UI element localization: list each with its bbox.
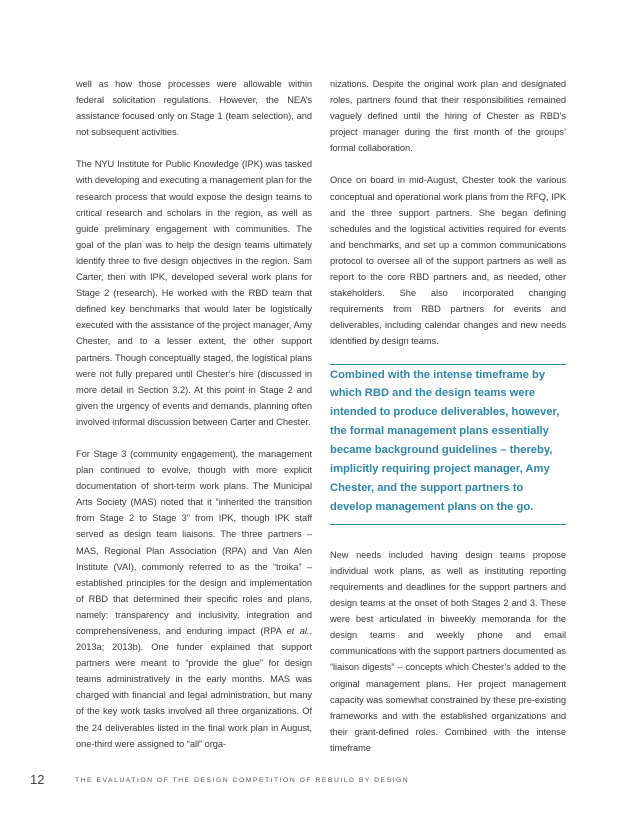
left-paragraph-3-part-b: , 2013a; 2013b). One funder explained that support partners were meant to “provide the glue” for design teams administratively in the early months. MAS was charged with financial and legal administration, but many of the key work tasks involved all three organizations. Of the 24 deliverables listed in the final work plan in August, one-third were assigned to “all” orga- [76, 626, 312, 749]
page-number: 12 [30, 772, 45, 787]
right-column [330, 76, 566, 756]
right-paragraph-1: nizations. Despite the original work plan and designated roles, partners found that their responsibilities remained vaguely defined until the hiring of Chester as RBD’s project manager during the first month of the groups’ formal collaboration. [330, 79, 566, 154]
left-paragraph-1: well as how those processes were allowable within federal solicitation regulations. However, the NEA’s assistance focused only on Stage 1 (team selection), and not subsequent activities. [76, 79, 312, 138]
running-footer-title: THE EVALUATION OF THE DESIGN COMPETITION OF REBUILD BY DESIGN [75, 777, 410, 784]
right-paragraph-2: Once on board in mid-August, Chester took the various conceptual and operational work plans from the RFQ, IPK and the three support partners. She began defining schedules and the logistical activities required for events and benchmarks, and set up a common communications protocol to oversee all of the support partners as well as report to the core RBD partners and, as needed, other stakeholders. She also incorporated changing requirements from RBD partners for events and deliverables, including calendar changes and new needs identified by design teams. [330, 175, 566, 347]
left-column [76, 76, 312, 752]
pull-quote: Combined with the intense timeframe by which RBD and the design teams were intended to produce deliverables, however, the formal management plans essentially became background guidelines – thereby, implicitly requiring project manager, Amy Chester, and the support partners to develop management plans on the go. [330, 368, 560, 513]
right-paragraph-3: New needs included having design teams propose individual work plans, as well as instituting reporting requirements and deadlines for the support partners and design teams at the onset of both Stages 2 and 3. These were best articulated in biweekly memoranda for the design teams and weekly phone and email communications with the support partners documented as “liaison digests” – concepts which Chester’s added to the original management plans. Her project management capacity was somewhat constrained by these pre-existing frameworks and with the established organizations and their grant-defined roles. Combined with the intense timeframe [330, 549, 566, 753]
left-paragraph-3 [76, 446, 312, 752]
left-paragraph-3-part-a: For Stage 3 (community engagement), the management plan continued to evolve, though with more explicit documentation of short-term work plans. The Municipal Arts Society (MAS) noted that it “inherited the transition from Stage 2 to Stage 3” from IPK, though IPK staff served as design team liaisons. The three partners – MAS, Regional Plan Association (RPA) and Van Alen Institute (VAI), commonly referred to as the “troika” – established principles for the design and implementation of RBD that determined their specific roles and plans, namely: transparency and inclusivity, integration and comprehensiveness, and enduring impact (RPA [76, 448, 312, 636]
left-paragraph-2: The NYU Institute for Public Knowledge (IPK) was tasked with developing and executing a management plan for the research process that would expose the design teams to critical research and scholars in the region, as well as guide preliminary engagement with communities. The goal of the plan was to help the design teams ultimately identify three to five design objectives in the region. Sam Carter, then with IPK, developed several work plans for Stage 2 (research). He worked with the RBD team that defined key benchmarks that would later be logistically executed with the assistance of the project manager, Amy Chester, and to a lesser extent, the other support partners. Though conceptually staged, the logistical plans were not fully prepared until Chester’s hire (discussed in more detail in Section 3.2). At this point in Stage 2 and given the urgency of events and demands, planning often involved informal discussion between Carter and Chester. [76, 159, 312, 427]
left-paragraph-3-citation-italic: et al. [286, 626, 310, 636]
